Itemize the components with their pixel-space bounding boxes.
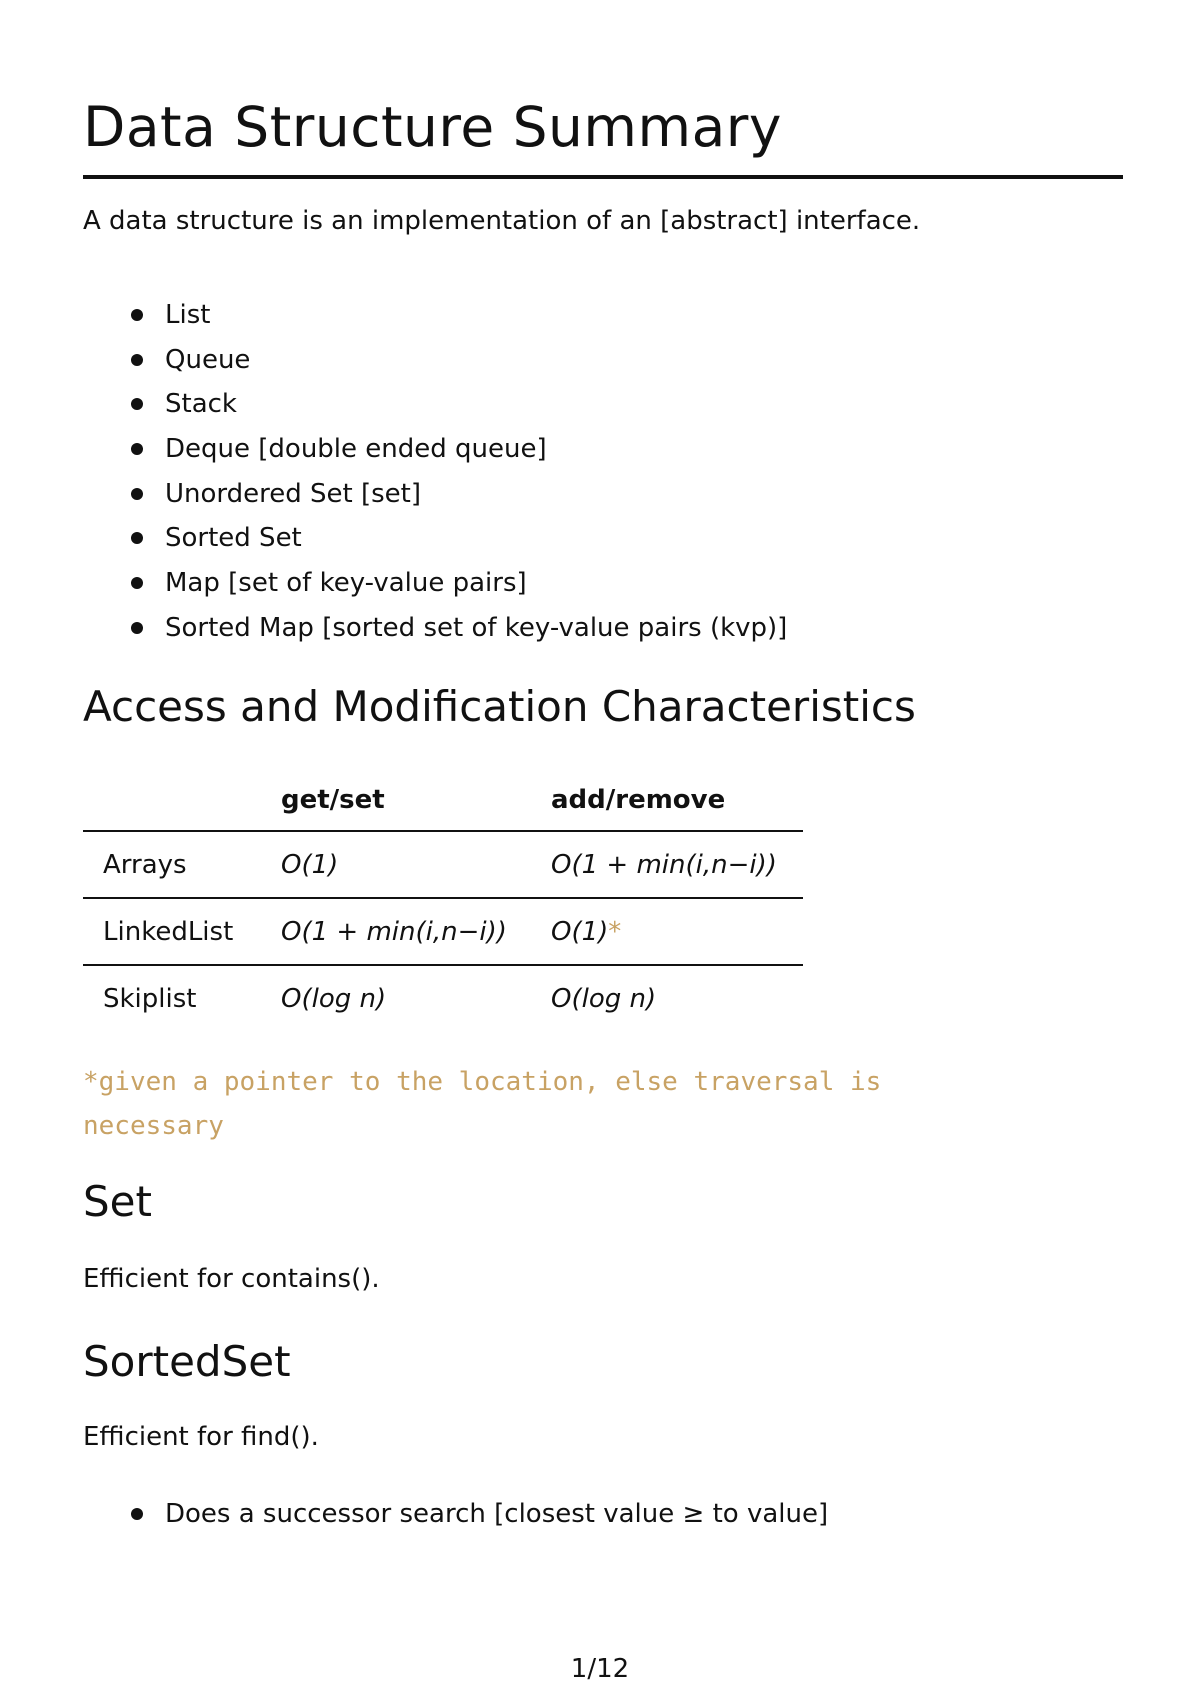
bullet-icon: [131, 577, 143, 589]
sortedset-bullet-list: [83, 1492, 828, 1537]
bullet-icon: [131, 532, 143, 544]
title-underline: [83, 175, 1123, 179]
list-item: Queue: [83, 338, 787, 383]
table-row: [83, 831, 803, 898]
sortedset-section-heading: SortedSet: [83, 1337, 291, 1386]
add-remove-value: O(1): [551, 916, 609, 947]
complexity-table: [83, 770, 803, 1031]
bullet-icon: [131, 1508, 143, 1520]
row-name: Skiplist: [103, 983, 197, 1014]
table-row: [83, 898, 803, 965]
column-header-add-remove: add/remove: [551, 770, 803, 831]
bullet-icon: [131, 443, 143, 455]
add-remove-value: O(log n): [551, 983, 657, 1014]
intro-paragraph: A data structure is an implementation of an [abstract] interface.: [83, 206, 921, 236]
row-name: LinkedList: [83, 898, 281, 965]
bullet-icon: [131, 488, 143, 500]
sortedset-section-text: Efficient for find().: [83, 1422, 319, 1452]
get-set-value: O(log n): [281, 983, 387, 1014]
list-item: Stack: [83, 382, 787, 427]
get-set-value: O(1): [281, 831, 551, 898]
list-item: Deque [double ended queue]: [83, 427, 787, 472]
page-title: Data Structure Summary: [83, 95, 782, 159]
bullet-icon: [131, 398, 143, 410]
get-set-value: O(1 + min(i,n−i)): [281, 898, 551, 965]
add-remove-value: O(1 + min(i,n−i)): [551, 831, 803, 898]
set-section-text: Efficient for contains().: [83, 1264, 380, 1294]
access-section-heading: Access and Modification Characteristics: [83, 682, 916, 731]
list-item: List: [83, 293, 787, 338]
page-number: 1/12: [570, 1654, 630, 1684]
list-item: Map [set of key-value pairs]: [83, 561, 787, 606]
list-item: Unordered Set [set]: [83, 472, 787, 517]
interface-list: [83, 293, 787, 651]
footnote-marker: *: [608, 916, 622, 947]
table-footnote: *given a pointer to the location, else traversal is necessary: [83, 1067, 882, 1141]
list-item: Sorted Set: [83, 516, 787, 561]
row-name: Arrays: [83, 831, 281, 898]
list-item: Does a successor search [closest value ≥ to value]: [83, 1492, 828, 1537]
table-row: [83, 965, 803, 1031]
add-remove-cell: [551, 898, 803, 965]
set-section-heading: Set: [83, 1177, 152, 1226]
bullet-icon: [131, 354, 143, 366]
list-item: Sorted Map [sorted set of key-value pairs (kvp)]: [83, 606, 787, 651]
table-header-row: [83, 770, 803, 831]
column-header-blank: [83, 770, 281, 831]
bullet-icon: [131, 622, 143, 634]
column-header-get-set: get/set: [281, 770, 551, 831]
bullet-icon: [131, 309, 143, 321]
